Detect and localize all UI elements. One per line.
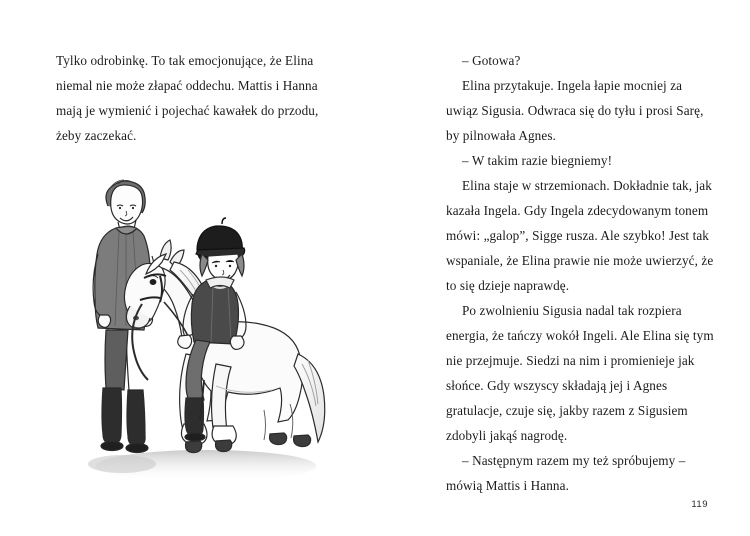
- paragraph: – Następnym razem my też spróbujemy – mówią Mattis i Hanna.: [446, 453, 686, 493]
- page-number: 119: [691, 499, 708, 510]
- left-text-column: [56, 48, 326, 148]
- pony-illustration-svg: [56, 158, 348, 488]
- illustration: [56, 158, 348, 488]
- ground-shadow-left: [88, 455, 156, 473]
- paragraph: Po zwolnieniu Sigusia nadal tak rozpiera energia, że tańczy wokół Ingeli. Ale Elina się tym nie przejmuje. Siedzi na nim i promienieje jak słońce. Gdy wszyscy składają jej i Agnes gratulacje, czuje się, jakby razem z Sigusiem zdobyli jakąś nagrodę.: [446, 303, 714, 443]
- right-text-column: [446, 48, 716, 498]
- paragraph: Elina przytakuje. Ingela łapie mocniej za uwiąz Sigusia. Odwraca się do tyłu i prosi Sarę, by pilnowała Agnes.: [446, 78, 704, 143]
- paragraph: Tylko odrobinkę. To tak emocjonujące, że Elina niemal nie może złapać oddechu. Mattis i Hanna mają je wymienić i pojechać kawałek do przodu, żeby zaczekać.: [56, 53, 319, 143]
- paragraph: – Gotowa?: [462, 53, 521, 68]
- paragraph: Elina staje w strzemionach. Dokładnie tak, jak kazała Ingela. Gdy Ingela zdecydowanym tonem mówi: „galop”, Sigge rusza. Ale szybko! Jest tak wspaniale, że Elina prawie nie może uwierzyć, że to się dzieje naprawdę.: [446, 178, 714, 293]
- paragraph: – W takim razie biegniemy!: [462, 153, 613, 168]
